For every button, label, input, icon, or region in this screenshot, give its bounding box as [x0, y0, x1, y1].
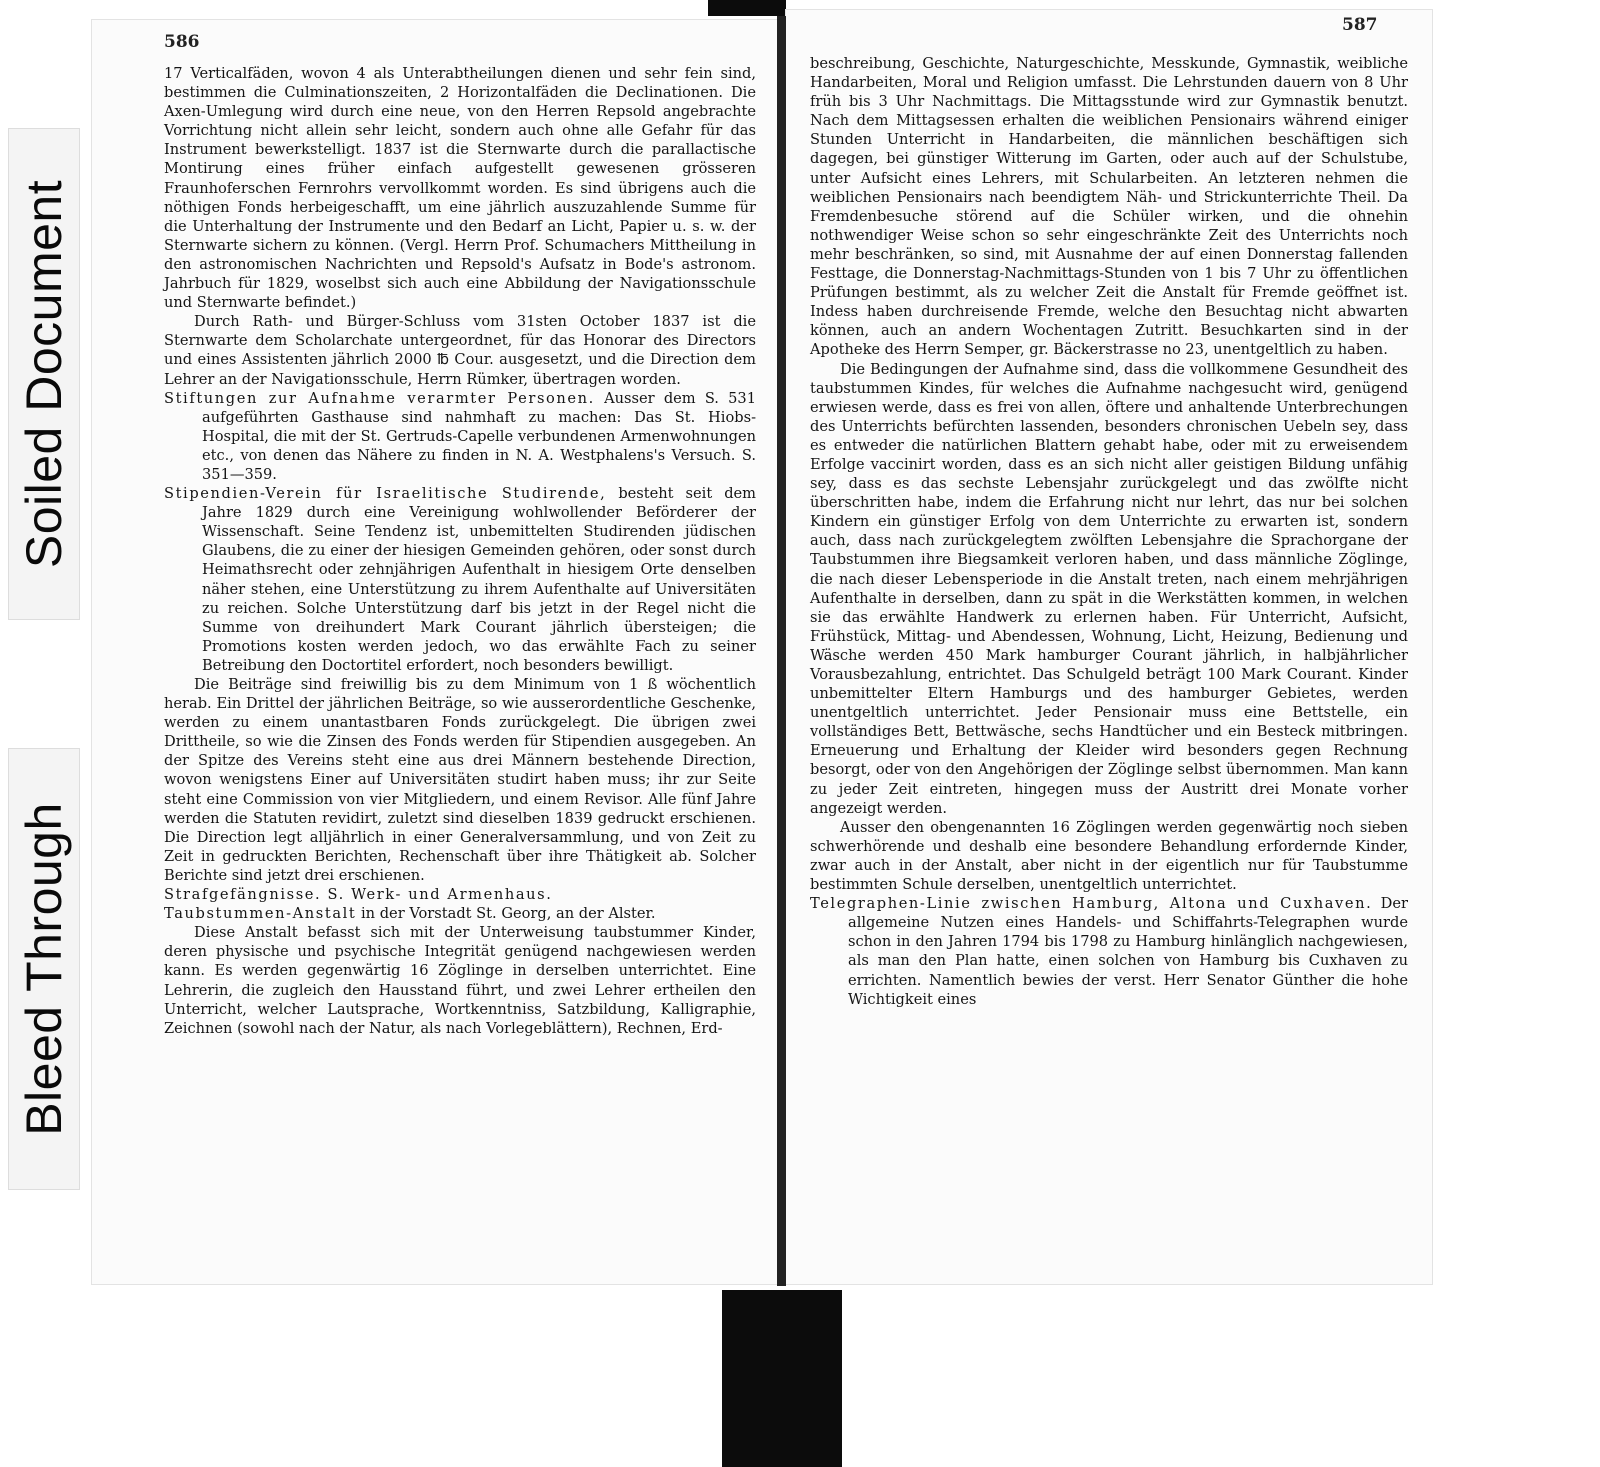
- soiled-document-label: [8, 128, 80, 620]
- paragraph: Diese Anstalt befasst sich mit der Unterweisung taubstummer Kinder, deren physische und psychische Integrität genügend nachgewiesen werden kann. Es werden gegenwärtig 16 Zöglinge in derselben unterrichtet. Eine Lehrerin, die zugleich den Hausstand führt, und zwei Lehrer ertheilen den Unterricht, welcher Lautsprache, Wortkenntniss, Satzbildung, Kalligraphie, Zeichnen (sowohl nach der Natur, als nach Vorlegeblättern), Rechnen, Erd-: [164, 924, 756, 1037]
- soiled-document-text: Soiled Document: [16, 179, 72, 569]
- binding-gutter: [777, 16, 786, 1286]
- bleed-through-text: Bleed Through: [16, 802, 72, 1136]
- page-number: 587: [1342, 15, 1378, 35]
- right-page: [786, 10, 1432, 1284]
- entry-text: Der allgemeine Nutzen eines Handels- und Schiffahrts-Telegraphen wurde schon in den Jahren 1794 bis 1798 zu Hamburg hinlänglich nachgewiesen, als man den Plan hatte, einen solchen von Hamburg bis Cuxhaven zu errichten. Namentlich bewies der verst. Herr Senator Günther die hohe Wichtigkeit eines: [848, 895, 1408, 1008]
- entry: [164, 484, 756, 675]
- page-number: 586: [164, 32, 200, 52]
- entry-heading: Stiftungen zur Aufnahme verarmter Personen.: [164, 389, 595, 407]
- entry-heading: Telegraphen-Linie zwischen Hamburg, Altona und Cuxhaven.: [810, 895, 1373, 913]
- entry: [164, 904, 756, 923]
- paragraph: Die Beiträge sind freiwillig bis zu dem Minimum von 1 ß wöchentlich herab. Ein Drittel der jährlichen Beiträge, so wie ausserordentliche Geschenke, werden zu einem unantastbaren Fonds zurückgelegt. Die übrigen zwei Drittheile, so wie die Zinsen des Fonds werden für Stipendien ausgegeben. An der Spitze des Vereins steht eine aus drei Männern bestehende Direction, wovon wenigstens Einer auf Universitäten studirt haben muss; ihr zur Seite steht eine Commission von vier Mitgliedern, und einem Revisor. Alle fünf Jahre werden die Statuten revidirt, zuletzt sind dieselben 1839 gedruckt erschienen. Die Direction legt alljährlich in einer Generalversammlung, und von Zeit zu Zeit in gedruckten Berichten, Rechenschaft über ihre Thätigkeit ab. Solcher Berichte sind jetzt drei erschienen.: [164, 676, 756, 884]
- paragraph: Die Bedingungen der Aufnahme sind, dass die vollkommene Gesundheit des taubstummen Kindes, für welches die Aufnahme nachgesucht wird, genügend erwiesen werde, dass es frei von allen, öftere und anhaltende Unterbrechungen des Unterrichts befürchten lassenden, besonders chronischen Uebeln sey, dass es entweder die natürlichen Blattern gehabt habe, oder mit zu erweisendem Erfolge vaccinirt worden, dass es an sich nicht aller geistigen Bildung unfähig sey, dass es das sechste Lebensjahr zurückgelegt und das zwölfte nicht überschritten habe, indem die Erfahrung nicht nur lehrt, das nur bei solchen Kindern ein günstiger Erfolg von dem Unterrichte zu erwarten ist, sondern auch, dass nach zurückgelegtem zwölften Lebensjahre die Sprachorgane der Taubstummen ihre Biegsamkeit verloren haben, und dass männliche Zöglinge, die nach dieser Lebensperiode in die Anstalt treten, nach einem mehrjährigen Aufenthalte in derselben, dann zu spät in die Werkstätten kommen, in welchen sie das erwählte Handwerk zu erlernen haben. Für Unterricht, Aufsicht, Frühstück, Mittag- und Abendessen, Wohnung, Licht, Heizung, Bedienung und Wäsche werden 450 Mark hamburger Courant jährlich, in halbjährlicher Vorausbezahlung, entrichtet. Das Schulgeld beträgt 100 Mark Courant. Kinder unbemittelter Eltern Hamburgs und des hamburger Gebietes, werden unentgeltlich unterrichtet. Jeder Pensionair muss eine Bettstelle, ein vollständiges Bett, Bettwäsche, sechs Handtücher und ein Besteck mitbringen. Erneuerung und Erhaltung der Kleider wird besonders gegen Rechnung besorgt, oder von den Angehörigen der Zöglinge selbst übernommen. Man kann zu jeder Zeit eintreten, hingegen muss der Austritt drei Monate vorher angezeigt werden.: [810, 360, 1408, 817]
- entry-heading: Taubstummen-Anstalt: [164, 905, 357, 923]
- paragraph: beschreibung, Geschichte, Naturgeschichte, Messkunde, Gymnastik, weibliche Handarbeiten, Moral und Religion umfasst. Die Lehrstunden dauern von 8 Uhr früh bis 3 Uhr Nachmittags. Die Mittagsstunde wird zur Gymnastik benutzt. Nach dem Mittagsessen erhalten die weiblichen Pensionairs während einiger Stunden Unterricht in Handarbeiten, die männlichen beschäftigen sich dagegen, bei günstiger Witterung im Garten, oder auch auf der Schulstube, unter Aufsicht eines Lehrers, mit Schularbeiten. An letzteren nehmen die weiblichen Pensionairs nach beendigtem Näh- und Strickunterrichte Theil. Da Fremdenbesuche störend auf die Schüler wirken, und die ohnehin nothwendiger Weise schon so sehr eingeschränkte Zeit des Unterrichts noch mehr beschränken, so sind, mit Ausnahme der auf einen Donnerstag fallenden Festtage, die Donnerstag-Nachmittags-Stunden von 1 bis 7 Uhr zu öffentlichen Prüfungen bestimmt, als zu welcher Zeit die Anstalt für Fremde geöffnet ist. Indess haben durchreisende Fremde, welche den Besuchtag nicht abwarten können, auch an andern Wochentagen Zutritt. Besuchkarten sind in der Apotheke des Herrn Semper, gr. Bäckerstrasse no 23, unentgeltlich zu haben.: [810, 55, 1408, 359]
- binding-shadow-top: [708, 0, 786, 16]
- paragraph: Durch Rath- und Bürger-Schluss vom 31sten October 1837 ist die Sternwarte dem Scholarchate untergeordnet, für das Honorar des Directors und eines Assistenten jährlich 2000 ℔ Cour. ausgesetzt, und die Direction dem Lehrer an der Navigationsschule, Herrn Rümker, übertragen worden.: [164, 313, 756, 388]
- entry-text: besteht seit dem Jahre 1829 durch eine Vereinigung wohlwollender Beförderer der Wissenschaft. Seine Tendenz ist, unbemittelten Studirenden jüdischen Glaubens, die zu einer der hiesigen Gemeinden gehören, oder sonst durch Heimathsrecht oder zehnjährigen Aufenthalt in hiesigem Orte denselben näher stehen, eine Unterstützung zu ihrem Aufenthalte auf Universitäten zu reichen. Solche Unterstützung darf bis jetzt in der Regel nicht die Summe von dreihundert Mark Courant jährlich übersteigen; die Promotions kosten werden jedoch, wo das erwählte Fach zu seiner Betreibung den Doctortitel erfordert, noch besonders bewilligt.: [202, 485, 757, 674]
- paragraph: 17 Verticalfäden, wovon 4 als Unterabtheilungen dienen und sehr fein sind, bestimmen die Culminationszeiten, 2 Horizontalfäden die Declinationen. Die Axen-Umlegung wird durch eine neue, von den Herren Repsold angebrachte Vorrichtung nicht allein sehr leicht, sondern auch ohne alle Gefahr für das Instrument bewerkstelligt. 1837 ist die Sternwarte durch die parallactische Montirung eines früher einfach aufgestellt gewesenen grösseren Fraunhoferschen Fernrohrs vervollkommt worden. Es sind übrigens auch die nöthigen Fonds herbeigeschafft, um eine jährlich auszuzahlende Summe für die Unterhaltung der Instrumente und den Bedarf an Licht, Papier u. s. w. der Sternwarte sichern zu können. (Vergl. Herrn Prof. Schumachers Mittheilung in den astronomischen Nachrichten und Repsold's Aufsatz in Bode's astronom. Jahrbuch für 1829, woselbst sich auch eine Abbildung der Navigationsschule und Sternwarte befindet.): [164, 65, 756, 312]
- left-page: [92, 20, 780, 1284]
- entry: [810, 894, 1408, 1009]
- entry-heading: Stipendien-Verein für Israelitische Studirende,: [164, 485, 607, 503]
- left-page-text: [164, 64, 756, 1038]
- entry-text: in der Vorstadt St. Georg, an der Alster.: [356, 905, 656, 923]
- entry: [164, 389, 756, 484]
- entry-heading: Strafgefängnisse. S. Werk- und Armenhaus.: [164, 886, 553, 904]
- bleed-through-label: [8, 748, 80, 1190]
- entry-text: Ausser dem S. 531 aufgeführten Gasthause sind nahmhaft zu machen: Das St. Hiobs-Hospital, die mit der St. Gertruds-Capelle verbundenen Armenwohnungen etc., von denen das Nähere zu finden in N. A. Westphalens's Versuch. S. 351—359.: [202, 389, 756, 483]
- right-page-text: [810, 54, 1408, 1009]
- paragraph: Ausser den obengenannten 16 Zöglingen werden gegenwärtig noch sieben schwerhörende und deshalb eine besondere Behandlung erfordernde Kinder, zwar auch in der Anstalt, aber nicht in der eigentlich nur für Taubstumme bestimmten Schule derselben, unentgeltlich unterrichtet.: [810, 818, 1408, 894]
- binding-shadow-bottom: [722, 1290, 842, 1467]
